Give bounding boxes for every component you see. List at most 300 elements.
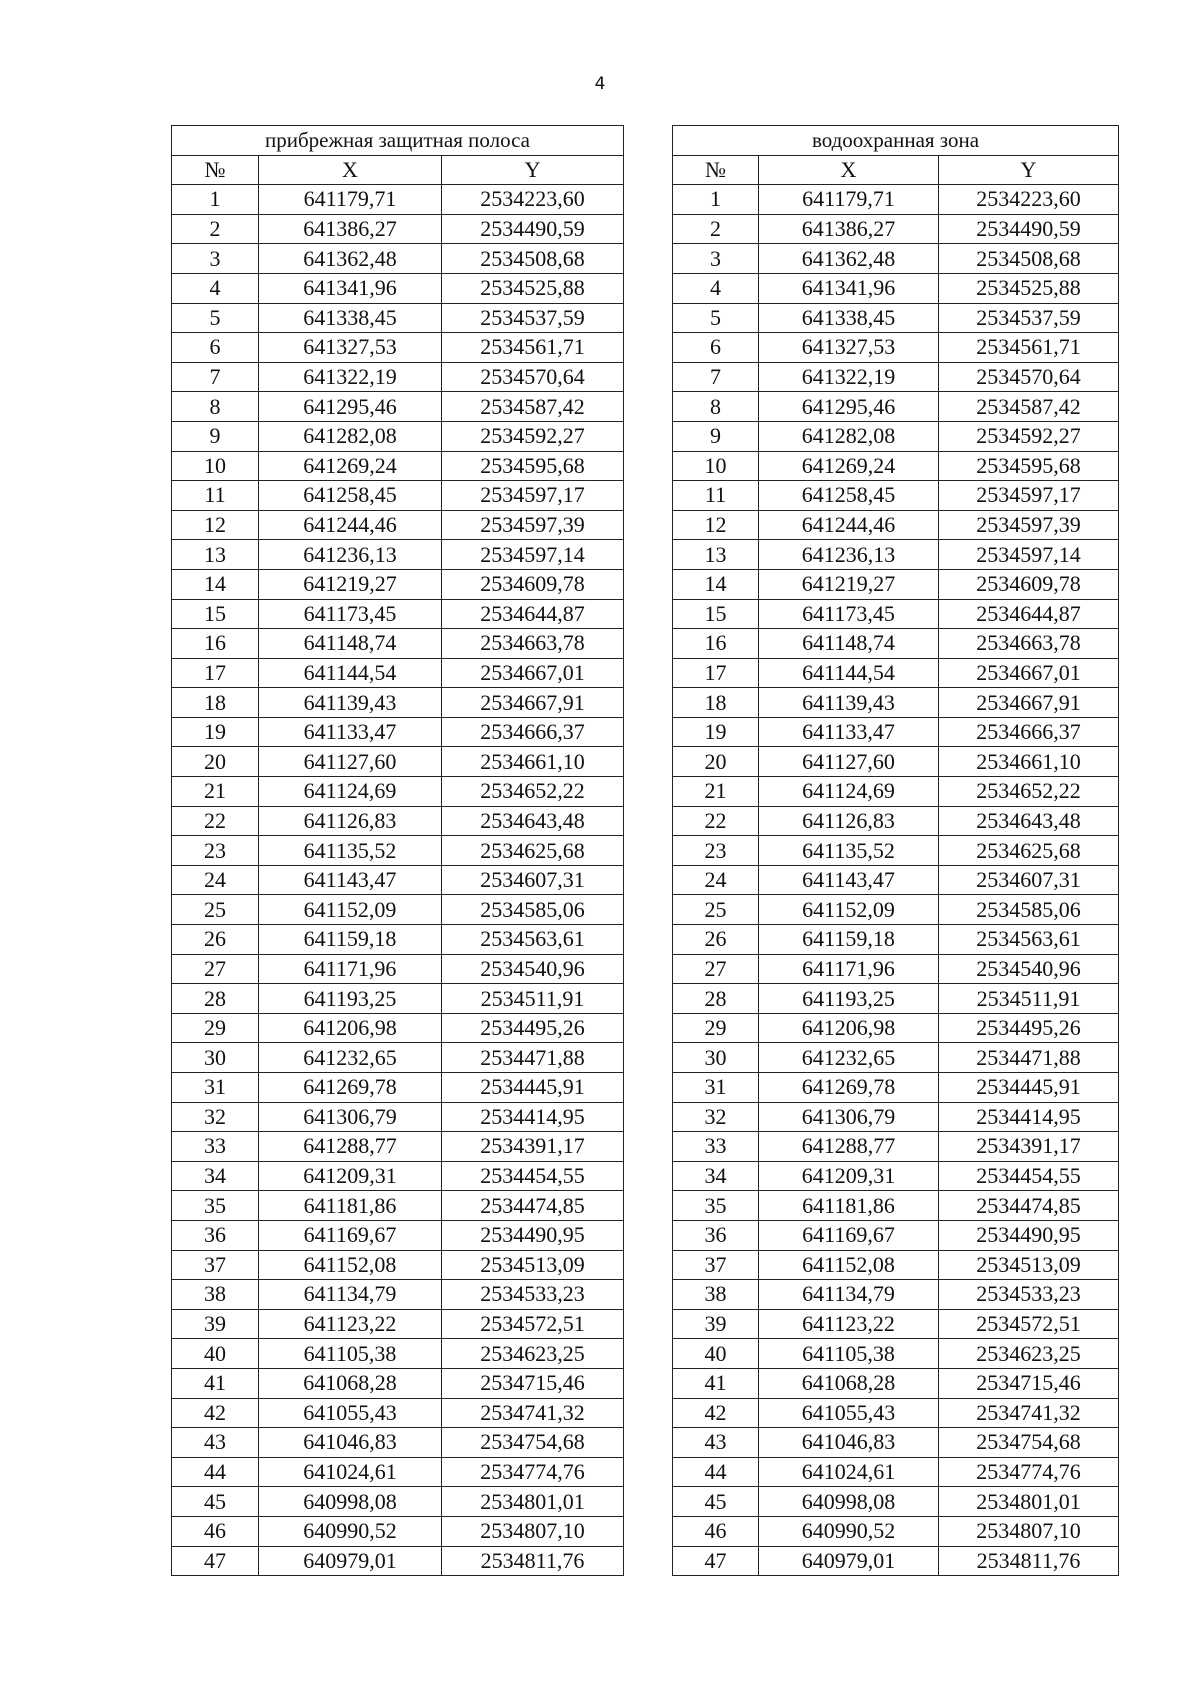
y-coordinate-cell: 2534663,78 bbox=[939, 629, 1119, 659]
x-coordinate-cell: 641295,46 bbox=[259, 392, 442, 422]
point-number-cell: 21 bbox=[673, 777, 759, 807]
x-coordinate-cell: 641144,54 bbox=[259, 658, 442, 688]
table-body bbox=[673, 185, 1119, 1576]
table-row bbox=[172, 569, 624, 599]
y-coordinate-cell: 2534811,76 bbox=[939, 1546, 1119, 1576]
point-number-cell: 17 bbox=[172, 658, 259, 688]
x-coordinate-cell: 641123,22 bbox=[759, 1309, 939, 1339]
table-row bbox=[172, 244, 624, 274]
x-coordinate-cell: 641219,27 bbox=[259, 569, 442, 599]
x-coordinate-cell: 641232,65 bbox=[259, 1043, 442, 1073]
point-number-cell: 33 bbox=[172, 1132, 259, 1162]
table-row bbox=[673, 1309, 1119, 1339]
table-row bbox=[673, 451, 1119, 481]
y-coordinate-cell: 2534511,91 bbox=[442, 984, 624, 1014]
x-coordinate-cell: 641327,53 bbox=[759, 333, 939, 363]
column-header-y: Y bbox=[939, 155, 1119, 185]
y-coordinate-cell: 2534597,14 bbox=[939, 540, 1119, 570]
x-coordinate-cell: 641386,27 bbox=[259, 214, 442, 244]
table-row bbox=[673, 1457, 1119, 1487]
y-coordinate-cell: 2534508,68 bbox=[442, 244, 624, 274]
point-number-cell: 3 bbox=[673, 244, 759, 274]
point-number-cell: 31 bbox=[172, 1073, 259, 1103]
y-coordinate-cell: 2534625,68 bbox=[939, 836, 1119, 866]
x-coordinate-cell: 641105,38 bbox=[259, 1339, 442, 1369]
x-coordinate-cell: 641209,31 bbox=[759, 1161, 939, 1191]
table-row bbox=[673, 481, 1119, 511]
x-coordinate-cell: 641173,45 bbox=[259, 599, 442, 629]
point-number-cell: 33 bbox=[673, 1132, 759, 1162]
point-number-cell: 9 bbox=[172, 421, 259, 451]
point-number-cell: 46 bbox=[673, 1516, 759, 1546]
y-coordinate-cell: 2534661,10 bbox=[442, 747, 624, 777]
y-coordinate-cell: 2534644,87 bbox=[939, 599, 1119, 629]
point-number-cell: 18 bbox=[673, 688, 759, 718]
table-title: водоохранная зона bbox=[673, 126, 1119, 156]
table-row bbox=[172, 481, 624, 511]
table-row bbox=[172, 1132, 624, 1162]
y-coordinate-cell: 2534609,78 bbox=[939, 569, 1119, 599]
table-row bbox=[673, 777, 1119, 807]
table-row bbox=[673, 1516, 1119, 1546]
y-coordinate-cell: 2534644,87 bbox=[442, 599, 624, 629]
table-row bbox=[172, 303, 624, 333]
coastal-protective-strip-table bbox=[171, 125, 624, 1576]
y-coordinate-cell: 2534490,95 bbox=[442, 1220, 624, 1250]
table-row bbox=[172, 451, 624, 481]
x-coordinate-cell: 641244,46 bbox=[759, 510, 939, 540]
point-number-cell: 27 bbox=[673, 954, 759, 984]
x-coordinate-cell: 641126,83 bbox=[759, 806, 939, 836]
table-row bbox=[673, 1250, 1119, 1280]
point-number-cell: 36 bbox=[673, 1220, 759, 1250]
point-number-cell: 44 bbox=[673, 1457, 759, 1487]
point-number-cell: 24 bbox=[172, 865, 259, 895]
table-row bbox=[673, 1132, 1119, 1162]
y-coordinate-cell: 2534454,55 bbox=[442, 1161, 624, 1191]
y-coordinate-cell: 2534643,48 bbox=[939, 806, 1119, 836]
point-number-cell: 37 bbox=[673, 1250, 759, 1280]
table-row bbox=[673, 392, 1119, 422]
table-row bbox=[673, 244, 1119, 274]
point-number-cell: 26 bbox=[172, 925, 259, 955]
y-coordinate-cell: 2534525,88 bbox=[939, 273, 1119, 303]
x-coordinate-cell: 641306,79 bbox=[759, 1102, 939, 1132]
x-coordinate-cell: 641206,98 bbox=[759, 1013, 939, 1043]
x-coordinate-cell: 641133,47 bbox=[759, 717, 939, 747]
point-number-cell: 21 bbox=[172, 777, 259, 807]
y-coordinate-cell: 2534561,71 bbox=[442, 333, 624, 363]
point-number-cell: 47 bbox=[172, 1546, 259, 1576]
x-coordinate-cell: 641139,43 bbox=[759, 688, 939, 718]
y-coordinate-cell: 2534666,37 bbox=[939, 717, 1119, 747]
y-coordinate-cell: 2534666,37 bbox=[442, 717, 624, 747]
x-coordinate-cell: 640979,01 bbox=[259, 1546, 442, 1576]
table-row bbox=[172, 688, 624, 718]
y-coordinate-cell: 2534715,46 bbox=[442, 1368, 624, 1398]
x-coordinate-cell: 641258,45 bbox=[759, 481, 939, 511]
x-coordinate-cell: 641123,22 bbox=[259, 1309, 442, 1339]
x-coordinate-cell: 641152,09 bbox=[759, 895, 939, 925]
y-coordinate-cell: 2534595,68 bbox=[939, 451, 1119, 481]
x-coordinate-cell: 641024,61 bbox=[259, 1457, 442, 1487]
point-number-cell: 20 bbox=[673, 747, 759, 777]
y-coordinate-cell: 2534667,01 bbox=[442, 658, 624, 688]
point-number-cell: 6 bbox=[172, 333, 259, 363]
table-row bbox=[673, 303, 1119, 333]
table-row bbox=[673, 688, 1119, 718]
x-coordinate-cell: 641105,38 bbox=[759, 1339, 939, 1369]
point-number-cell: 37 bbox=[172, 1250, 259, 1280]
point-number-cell: 25 bbox=[172, 895, 259, 925]
table-header-row bbox=[172, 155, 624, 185]
y-coordinate-cell: 2534508,68 bbox=[939, 244, 1119, 274]
table-row bbox=[172, 273, 624, 303]
y-coordinate-cell: 2534774,76 bbox=[442, 1457, 624, 1487]
table-row bbox=[172, 185, 624, 215]
point-number-cell: 15 bbox=[673, 599, 759, 629]
table-row bbox=[673, 895, 1119, 925]
table-row bbox=[172, 510, 624, 540]
water-protection-zone-table bbox=[672, 125, 1119, 1576]
table-row bbox=[172, 599, 624, 629]
x-coordinate-cell: 641135,52 bbox=[759, 836, 939, 866]
point-number-cell: 17 bbox=[673, 658, 759, 688]
y-coordinate-cell: 2534572,51 bbox=[442, 1309, 624, 1339]
y-coordinate-cell: 2534585,06 bbox=[939, 895, 1119, 925]
table-row bbox=[673, 540, 1119, 570]
y-coordinate-cell: 2534609,78 bbox=[442, 569, 624, 599]
table-row bbox=[172, 1191, 624, 1221]
table-row bbox=[172, 540, 624, 570]
x-coordinate-cell: 640998,08 bbox=[759, 1487, 939, 1517]
y-coordinate-cell: 2534652,22 bbox=[939, 777, 1119, 807]
x-coordinate-cell: 641148,74 bbox=[259, 629, 442, 659]
table-row bbox=[172, 214, 624, 244]
x-coordinate-cell: 640998,08 bbox=[259, 1487, 442, 1517]
table-row bbox=[673, 1428, 1119, 1458]
y-coordinate-cell: 2534537,59 bbox=[939, 303, 1119, 333]
x-coordinate-cell: 641282,08 bbox=[259, 421, 442, 451]
y-coordinate-cell: 2534513,09 bbox=[939, 1250, 1119, 1280]
point-number-cell: 15 bbox=[172, 599, 259, 629]
point-number-cell: 38 bbox=[673, 1280, 759, 1310]
table-row bbox=[172, 954, 624, 984]
x-coordinate-cell: 641288,77 bbox=[759, 1132, 939, 1162]
x-coordinate-cell: 641159,18 bbox=[759, 925, 939, 955]
x-coordinate-cell: 641127,60 bbox=[759, 747, 939, 777]
table-row bbox=[172, 1457, 624, 1487]
table-row bbox=[172, 1161, 624, 1191]
point-number-cell: 25 bbox=[673, 895, 759, 925]
y-coordinate-cell: 2534597,17 bbox=[939, 481, 1119, 511]
point-number-cell: 4 bbox=[172, 273, 259, 303]
point-number-cell: 35 bbox=[673, 1191, 759, 1221]
x-coordinate-cell: 641386,27 bbox=[759, 214, 939, 244]
x-coordinate-cell: 641046,83 bbox=[759, 1428, 939, 1458]
y-coordinate-cell: 2534454,55 bbox=[939, 1161, 1119, 1191]
y-coordinate-cell: 2534540,96 bbox=[442, 954, 624, 984]
table-row bbox=[172, 984, 624, 1014]
point-number-cell: 26 bbox=[673, 925, 759, 955]
y-coordinate-cell: 2534595,68 bbox=[442, 451, 624, 481]
y-coordinate-cell: 2534807,10 bbox=[442, 1516, 624, 1546]
y-coordinate-cell: 2534587,42 bbox=[939, 392, 1119, 422]
point-number-cell: 12 bbox=[673, 510, 759, 540]
y-coordinate-cell: 2534525,88 bbox=[442, 273, 624, 303]
table-row bbox=[172, 1487, 624, 1517]
x-coordinate-cell: 641127,60 bbox=[259, 747, 442, 777]
table-row bbox=[172, 1073, 624, 1103]
point-number-cell: 3 bbox=[172, 244, 259, 274]
y-coordinate-cell: 2534607,31 bbox=[442, 865, 624, 895]
y-coordinate-cell: 2534223,60 bbox=[939, 185, 1119, 215]
table-row bbox=[172, 1280, 624, 1310]
point-number-cell: 7 bbox=[172, 362, 259, 392]
y-coordinate-cell: 2534592,27 bbox=[939, 421, 1119, 451]
point-number-cell: 30 bbox=[172, 1043, 259, 1073]
table-row bbox=[172, 836, 624, 866]
x-coordinate-cell: 641236,13 bbox=[759, 540, 939, 570]
y-coordinate-cell: 2534811,76 bbox=[442, 1546, 624, 1576]
x-coordinate-cell: 641144,54 bbox=[759, 658, 939, 688]
y-coordinate-cell: 2534490,95 bbox=[939, 1220, 1119, 1250]
x-coordinate-cell: 641152,09 bbox=[259, 895, 442, 925]
table-row bbox=[673, 836, 1119, 866]
y-coordinate-cell: 2534585,06 bbox=[442, 895, 624, 925]
y-coordinate-cell: 2534513,09 bbox=[442, 1250, 624, 1280]
table-row bbox=[172, 806, 624, 836]
point-number-cell: 1 bbox=[673, 185, 759, 215]
point-number-cell: 29 bbox=[172, 1013, 259, 1043]
point-number-cell: 41 bbox=[673, 1368, 759, 1398]
y-coordinate-cell: 2534563,61 bbox=[442, 925, 624, 955]
y-coordinate-cell: 2534495,26 bbox=[939, 1013, 1119, 1043]
point-number-cell: 6 bbox=[673, 333, 759, 363]
x-coordinate-cell: 641322,19 bbox=[259, 362, 442, 392]
y-coordinate-cell: 2534667,91 bbox=[442, 688, 624, 718]
point-number-cell: 11 bbox=[673, 481, 759, 511]
y-coordinate-cell: 2534490,59 bbox=[442, 214, 624, 244]
point-number-cell: 28 bbox=[673, 984, 759, 1014]
table-row bbox=[673, 1398, 1119, 1428]
table-row bbox=[172, 1546, 624, 1576]
point-number-cell: 16 bbox=[673, 629, 759, 659]
point-number-cell: 16 bbox=[172, 629, 259, 659]
y-coordinate-cell: 2534471,88 bbox=[939, 1043, 1119, 1073]
point-number-cell: 47 bbox=[673, 1546, 759, 1576]
table-row bbox=[172, 1220, 624, 1250]
table-row bbox=[673, 421, 1119, 451]
table-row bbox=[673, 1102, 1119, 1132]
x-coordinate-cell: 641181,86 bbox=[259, 1191, 442, 1221]
y-coordinate-cell: 2534471,88 bbox=[442, 1043, 624, 1073]
point-number-cell: 14 bbox=[673, 569, 759, 599]
point-number-cell: 44 bbox=[172, 1457, 259, 1487]
point-number-cell: 39 bbox=[172, 1309, 259, 1339]
table-row bbox=[172, 925, 624, 955]
y-coordinate-cell: 2534490,59 bbox=[939, 214, 1119, 244]
y-coordinate-cell: 2534801,01 bbox=[939, 1487, 1119, 1517]
y-coordinate-cell: 2534667,91 bbox=[939, 688, 1119, 718]
y-coordinate-cell: 2534561,71 bbox=[939, 333, 1119, 363]
table-row bbox=[673, 1161, 1119, 1191]
point-number-cell: 4 bbox=[673, 273, 759, 303]
x-coordinate-cell: 641139,43 bbox=[259, 688, 442, 718]
point-number-cell: 19 bbox=[673, 717, 759, 747]
x-coordinate-cell: 641232,65 bbox=[759, 1043, 939, 1073]
y-coordinate-cell: 2534391,17 bbox=[442, 1132, 624, 1162]
y-coordinate-cell: 2534607,31 bbox=[939, 865, 1119, 895]
table-row bbox=[673, 362, 1119, 392]
point-number-cell: 31 bbox=[673, 1073, 759, 1103]
x-coordinate-cell: 641134,79 bbox=[759, 1280, 939, 1310]
y-coordinate-cell: 2534754,68 bbox=[442, 1428, 624, 1458]
point-number-cell: 41 bbox=[172, 1368, 259, 1398]
y-coordinate-cell: 2534741,32 bbox=[939, 1398, 1119, 1428]
x-coordinate-cell: 641341,96 bbox=[259, 273, 442, 303]
x-coordinate-cell: 641179,71 bbox=[759, 185, 939, 215]
point-number-cell: 24 bbox=[673, 865, 759, 895]
y-coordinate-cell: 2534754,68 bbox=[939, 1428, 1119, 1458]
table-row bbox=[673, 658, 1119, 688]
table-row bbox=[172, 895, 624, 925]
table-row bbox=[172, 333, 624, 363]
x-coordinate-cell: 641193,25 bbox=[259, 984, 442, 1014]
x-coordinate-cell: 641024,61 bbox=[759, 1457, 939, 1487]
x-coordinate-cell: 641181,86 bbox=[759, 1191, 939, 1221]
table-row bbox=[172, 629, 624, 659]
x-coordinate-cell: 641209,31 bbox=[259, 1161, 442, 1191]
table-row bbox=[172, 1102, 624, 1132]
table-row bbox=[172, 1339, 624, 1369]
y-coordinate-cell: 2534592,27 bbox=[442, 421, 624, 451]
point-number-cell: 14 bbox=[172, 569, 259, 599]
table-body bbox=[172, 185, 624, 1576]
point-number-cell: 11 bbox=[172, 481, 259, 511]
table-title-row bbox=[673, 126, 1119, 156]
y-coordinate-cell: 2534661,10 bbox=[939, 747, 1119, 777]
table-row bbox=[673, 1339, 1119, 1369]
table-row bbox=[172, 362, 624, 392]
point-number-cell: 22 bbox=[172, 806, 259, 836]
x-coordinate-cell: 641179,71 bbox=[259, 185, 442, 215]
y-coordinate-cell: 2534801,01 bbox=[442, 1487, 624, 1517]
table-row bbox=[673, 569, 1119, 599]
y-coordinate-cell: 2534663,78 bbox=[442, 629, 624, 659]
point-number-cell: 2 bbox=[172, 214, 259, 244]
point-number-cell: 1 bbox=[172, 185, 259, 215]
column-header-x: X bbox=[259, 155, 442, 185]
x-coordinate-cell: 641219,27 bbox=[759, 569, 939, 599]
point-number-cell: 43 bbox=[673, 1428, 759, 1458]
x-coordinate-cell: 641055,43 bbox=[259, 1398, 442, 1428]
x-coordinate-cell: 641068,28 bbox=[259, 1368, 442, 1398]
point-number-cell: 45 bbox=[673, 1487, 759, 1517]
x-coordinate-cell: 641206,98 bbox=[259, 1013, 442, 1043]
point-number-cell: 27 bbox=[172, 954, 259, 984]
table-title-row bbox=[172, 126, 624, 156]
point-number-cell: 13 bbox=[673, 540, 759, 570]
x-coordinate-cell: 641327,53 bbox=[259, 333, 442, 363]
point-number-cell: 45 bbox=[172, 1487, 259, 1517]
page-number: 4 bbox=[594, 74, 606, 94]
x-coordinate-cell: 641362,48 bbox=[759, 244, 939, 274]
x-coordinate-cell: 641171,96 bbox=[259, 954, 442, 984]
y-coordinate-cell: 2534445,91 bbox=[939, 1073, 1119, 1103]
y-coordinate-cell: 2534414,95 bbox=[442, 1102, 624, 1132]
point-number-cell: 8 bbox=[172, 392, 259, 422]
x-coordinate-cell: 641055,43 bbox=[759, 1398, 939, 1428]
point-number-cell: 40 bbox=[673, 1339, 759, 1369]
point-number-cell: 29 bbox=[673, 1013, 759, 1043]
x-coordinate-cell: 641236,13 bbox=[259, 540, 442, 570]
table-row bbox=[673, 1073, 1119, 1103]
x-coordinate-cell: 641362,48 bbox=[259, 244, 442, 274]
y-coordinate-cell: 2534741,32 bbox=[442, 1398, 624, 1428]
table-row bbox=[673, 806, 1119, 836]
x-coordinate-cell: 641134,79 bbox=[259, 1280, 442, 1310]
point-number-cell: 5 bbox=[172, 303, 259, 333]
y-coordinate-cell: 2534597,14 bbox=[442, 540, 624, 570]
point-number-cell: 38 bbox=[172, 1280, 259, 1310]
table-header-row bbox=[673, 155, 1119, 185]
x-coordinate-cell: 641282,08 bbox=[759, 421, 939, 451]
point-number-cell: 13 bbox=[172, 540, 259, 570]
x-coordinate-cell: 641258,45 bbox=[259, 481, 442, 511]
table-row bbox=[673, 747, 1119, 777]
x-coordinate-cell: 641126,83 bbox=[259, 806, 442, 836]
table-row bbox=[172, 1250, 624, 1280]
x-coordinate-cell: 641244,46 bbox=[259, 510, 442, 540]
table-row bbox=[172, 777, 624, 807]
y-coordinate-cell: 2534643,48 bbox=[442, 806, 624, 836]
table-row bbox=[673, 717, 1119, 747]
x-coordinate-cell: 641171,96 bbox=[759, 954, 939, 984]
table-row bbox=[673, 1191, 1119, 1221]
y-coordinate-cell: 2534774,76 bbox=[939, 1457, 1119, 1487]
point-number-cell: 12 bbox=[172, 510, 259, 540]
point-number-cell: 23 bbox=[673, 836, 759, 866]
column-header-number: № bbox=[673, 155, 759, 185]
x-coordinate-cell: 641152,08 bbox=[259, 1250, 442, 1280]
table-row bbox=[172, 1516, 624, 1546]
point-number-cell: 46 bbox=[172, 1516, 259, 1546]
column-header-number: № bbox=[172, 155, 259, 185]
y-coordinate-cell: 2534570,64 bbox=[442, 362, 624, 392]
y-coordinate-cell: 2534445,91 bbox=[442, 1073, 624, 1103]
y-coordinate-cell: 2534533,23 bbox=[939, 1280, 1119, 1310]
table-row bbox=[673, 1487, 1119, 1517]
point-number-cell: 9 bbox=[673, 421, 759, 451]
point-number-cell: 18 bbox=[172, 688, 259, 718]
point-number-cell: 36 bbox=[172, 1220, 259, 1250]
column-header-y: Y bbox=[442, 155, 624, 185]
point-number-cell: 10 bbox=[172, 451, 259, 481]
y-coordinate-cell: 2534652,22 bbox=[442, 777, 624, 807]
table-row bbox=[673, 865, 1119, 895]
x-coordinate-cell: 641148,74 bbox=[759, 629, 939, 659]
x-coordinate-cell: 641269,24 bbox=[259, 451, 442, 481]
x-coordinate-cell: 641135,52 bbox=[259, 836, 442, 866]
x-coordinate-cell: 641193,25 bbox=[759, 984, 939, 1014]
x-coordinate-cell: 641288,77 bbox=[259, 1132, 442, 1162]
x-coordinate-cell: 641068,28 bbox=[759, 1368, 939, 1398]
x-coordinate-cell: 641169,67 bbox=[759, 1220, 939, 1250]
point-number-cell: 32 bbox=[673, 1102, 759, 1132]
y-coordinate-cell: 2534570,64 bbox=[939, 362, 1119, 392]
table-row bbox=[172, 1368, 624, 1398]
